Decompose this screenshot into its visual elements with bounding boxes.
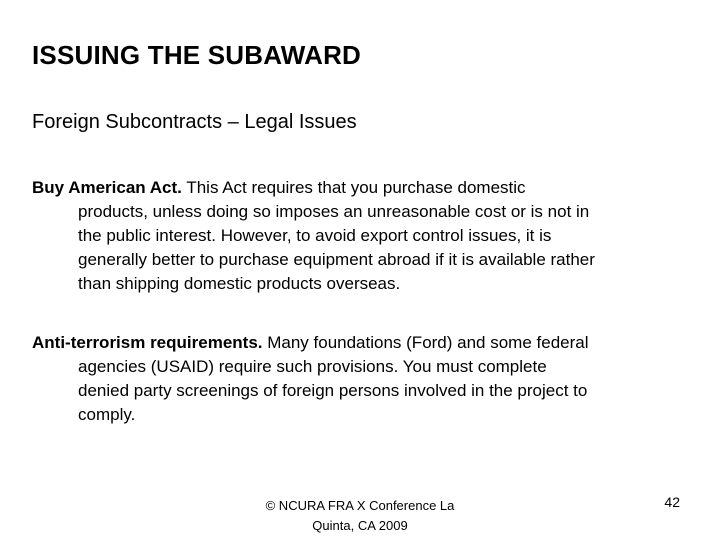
paragraph-buy-american-act: [32, 176, 702, 296]
paragraph-line: denied party screenings of foreign persons involved in the project to: [78, 381, 588, 400]
paragraph-line: comply.: [78, 405, 136, 424]
page-number: 42: [664, 494, 680, 510]
slide-title: ISSUING THE SUBAWARD: [32, 40, 362, 70]
paragraph-line: agencies (USAID) require such provisions. You must complete: [78, 357, 547, 376]
paragraph-line: [32, 331, 702, 355]
footer-line: © NCURA FRA X Conference La: [265, 498, 455, 513]
slide-subtitle: Foreign Subcontracts – Legal Issues: [32, 111, 357, 133]
paragraph-line: generally better to purchase equipment abroad if it is available rather: [78, 250, 595, 269]
paragraph-line: products, unless doing so imposes an unreasonable cost or is not in: [78, 202, 590, 221]
paragraph-lead: Anti-terrorism requirements.: [32, 333, 263, 352]
paragraph-text: Many foundations (Ford) and some federal: [262, 333, 589, 352]
paragraph-text: This Act requires that you purchase domestic: [181, 178, 526, 197]
paragraph-lead: Buy American Act.: [32, 178, 182, 197]
paragraph-line: [32, 176, 702, 200]
paragraph-anti-terrorism: [32, 331, 702, 427]
paragraph-line: the public interest. However, to avoid export control issues, it is: [78, 226, 552, 245]
footer-line: Quinta, CA 2009: [312, 518, 408, 533]
paragraph-line: than shipping domestic products overseas.: [78, 274, 401, 293]
slide-footer: [240, 496, 480, 536]
